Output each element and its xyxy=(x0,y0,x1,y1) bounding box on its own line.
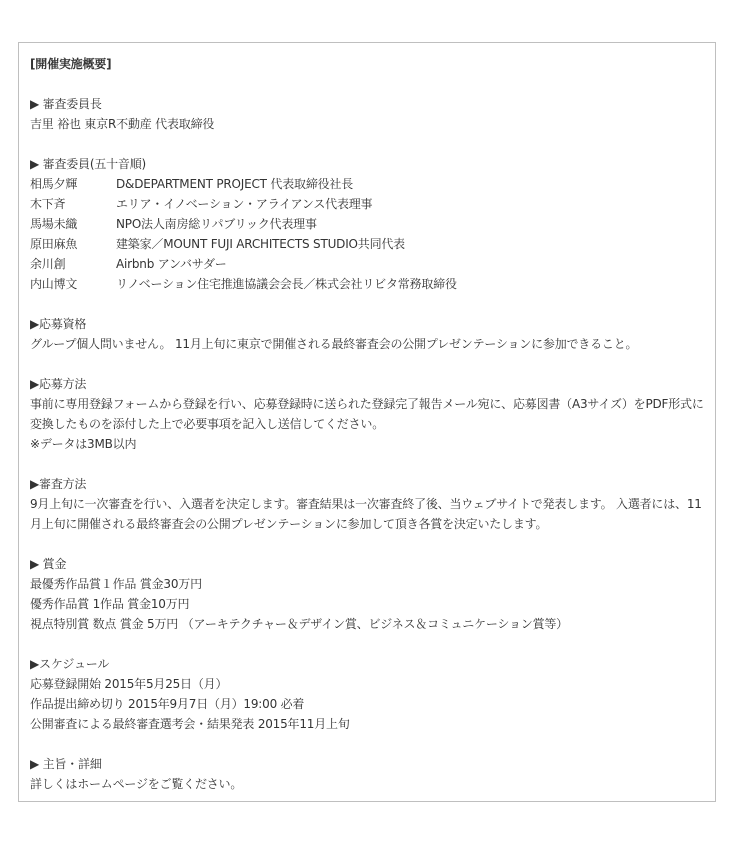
jury-member-name: 原田麻魚 xyxy=(30,237,78,251)
jury-member-name: 木下斉 xyxy=(30,197,66,211)
chair-line: 吉里 裕也 東京R不動産 代表取締役 xyxy=(30,117,215,131)
jury-member-role: Airbnb アンバサダー xyxy=(116,257,227,271)
details-text: 詳しくはホームページをご覧ください。 xyxy=(30,777,243,791)
details-heading: ▶ 主旨・詳細 xyxy=(30,757,102,771)
jury-member xyxy=(30,234,705,254)
jury-member-role: D&DEPARTMENT PROJECT 代表取締役社長 xyxy=(116,177,354,191)
review-heading: ▶審査方法 xyxy=(30,477,87,491)
jury-member-name: 馬場未織 xyxy=(30,217,78,231)
jury-member-role: NPO法人南房総リパブリック代表理事 xyxy=(116,217,317,231)
jury-member xyxy=(30,194,705,214)
jury-member-name: 余川創 xyxy=(30,257,66,271)
overview-title: [開催実施概要] xyxy=(30,57,112,71)
chair-heading: ▶ 審査委員長 xyxy=(30,97,102,111)
jury-member-role: 建築家／MOUNT FUJI ARCHITECTS STUDIO共同代表 xyxy=(116,237,405,251)
schedule-heading: ▶スケジュール xyxy=(30,657,110,671)
eligibility-text: グループ個人問いません。 11月上旬に東京で開催される最終審査会の公開プレゼンテーションに参加できること。 xyxy=(30,337,638,351)
schedule-line: 応募登録開始 2015年5月25日（月） xyxy=(30,677,228,691)
method-text: 事前に専用登録フォームから登録を行い、応募登録時に送られた登録完了報告メール宛に、応募図書（A3サイズ）をPDF形式に変換したものを添付した上で必要事項を記入し送信してください。 xyxy=(30,397,704,431)
jury-member xyxy=(30,274,705,294)
jury-member xyxy=(30,174,705,194)
schedule-line: 作品提出締め切り 2015年9月7日（月）19:00 必着 xyxy=(30,697,305,711)
jury-member-name: 相馬夕輝 xyxy=(30,177,78,191)
jury-heading: ▶ 審査委員(五十音順) xyxy=(30,157,147,171)
event-overview-panel xyxy=(18,42,716,802)
jury-member-role: リノベーション住宅推進協議会会長／株式会社リビタ常務取締役 xyxy=(116,277,457,291)
schedule-line: 公開審査による最終審査選考会・結果発表 2015年11月上旬 xyxy=(30,717,350,731)
prize-line: 視点特別賞 数点 賞金 5万円 （アーキテクチャー＆デザイン賞、ビジネス＆コミュニケーション賞等） xyxy=(30,617,568,631)
method-heading: ▶応募方法 xyxy=(30,377,87,391)
jury-member-name: 内山博文 xyxy=(30,277,78,291)
method-note: ※データは3MB以内 xyxy=(30,437,137,451)
prize-heading: ▶ 賞金 xyxy=(30,557,67,571)
jury-member-role: エリア・イノベーション・アライアンス代表理事 xyxy=(116,197,373,211)
prize-line: 優秀作品賞 1作品 賞金10万円 xyxy=(30,597,190,611)
review-text: 9月上旬に一次審査を行い、入選者を決定します。審査結果は一次審査終了後、当ウェブサイトで発表します。 入選者には、11月上旬に開催される最終審査会の公開プレゼンテーションに参加して頂き各賞を決定いたします。 xyxy=(30,497,702,531)
jury-member xyxy=(30,214,705,234)
eligibility-heading: ▶応募資格 xyxy=(30,317,87,331)
jury-member xyxy=(30,254,705,274)
prize-line: 最優秀作品賞１作品 賞金30万円 xyxy=(30,577,202,591)
